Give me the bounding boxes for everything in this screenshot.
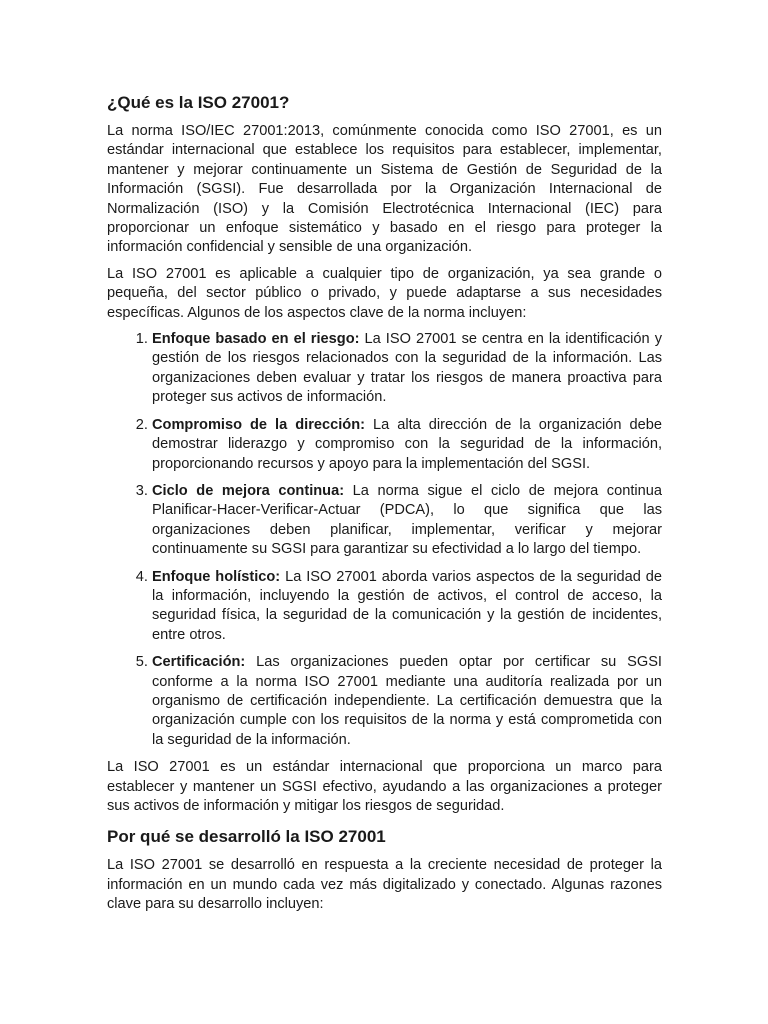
applicability-paragraph: La ISO 27001 es aplicable a cualquier tipo de organización, ya sea grande o pequeña, del sector público o privado, y puede adaptarse a sus necesidades específicas. Algunos de los aspectos clave de la norma incluyen: — [107, 265, 662, 321]
list-item-title: Compromiso de la dirección: — [152, 416, 365, 433]
list-item-title: Enfoque basado en el riesgo: — [152, 331, 360, 348]
key-aspects-list — [107, 330, 662, 750]
list-item-title: Enfoque holístico: — [152, 568, 281, 585]
list-item-title: Certificación: — [152, 654, 246, 671]
section-heading-why-developed: Por qué se desarrolló la ISO 27001 — [107, 827, 386, 847]
list-item — [152, 416, 662, 474]
list-item — [152, 330, 662, 408]
list-item — [152, 568, 662, 646]
intro-paragraph: La norma ISO/IEC 27001:2013, comúnmente conocida como ISO 27001, es un estándar internacional que establece los requisitos para establecer, implementar, mantener y mejorar continuamente un Sistema de Gestión de Seguridad de la Información (SGSI). Fue desarrollada por la Organización Internacional de Normalización (ISO) y la Comisión Electrotécnica Internacional (IEC) para proporcionar un enfoque sistemático y basado en el riesgo para proteger la información confidencial y sensible de una organización. — [107, 123, 662, 256]
list-item-text: Las organizaciones pueden optar por certificar su SGSI conforme a la norma ISO 27001 mediante una auditoría realizada por un organismo de certificación independiente. La certificación demuestra que la organización cumple con los requisitos de la norma y está comprometida con la seguridad de la información. — [152, 654, 662, 748]
list-item-text: La alta dirección de la organización debe demostrar liderazgo y compromiso con la seguridad de la información, proporcionando recursos y apoyo para la implementación del SGSI. — [152, 416, 662, 472]
list-item-text: La ISO 27001 se centra en la identificación y gestión de los riesgos relacionados con la seguridad de la información. Las organizaciones deben evaluar y tratar los riesgos de manera proactiva para proteger sus activos de información. — [152, 331, 662, 406]
list-item-text: La ISO 27001 aborda varios aspectos de la seguridad de la información, incluyendo la gestión de activos, el control de acceso, la seguridad física, la seguridad de la comunicación y la gestión de incidentes, entre otros. — [152, 568, 662, 643]
list-item — [152, 482, 662, 560]
section-heading-what-is-iso: ¿Qué es la ISO 27001? — [107, 93, 290, 112]
list-item-text: La norma sigue el ciclo de mejora continua Planificar-Hacer-Verificar-Actuar (PDCA), lo que significa que las organizaciones deben planificar, implementar, verificar y mejorar continuamente su SGSI para garantizar su efectividad a lo largo del tiempo. — [152, 482, 662, 558]
why-developed-paragraph: La ISO 27001 se desarrolló en respuesta a la creciente necesidad de proteger la información en un mundo cada vez más digitalizado y conectado. Algunas razones clave para su desarrollo incluyen: — [107, 857, 662, 913]
list-item — [152, 653, 662, 750]
closing-paragraph: La ISO 27001 es un estándar internacional que proporciona un marco para establecer y mantener un SGSI efectivo, ayudando a las organizaciones a proteger sus activos de información y mitigar los riesgos de seguridad. — [107, 759, 662, 814]
list-item-title: Ciclo de mejora continua: — [152, 482, 345, 499]
